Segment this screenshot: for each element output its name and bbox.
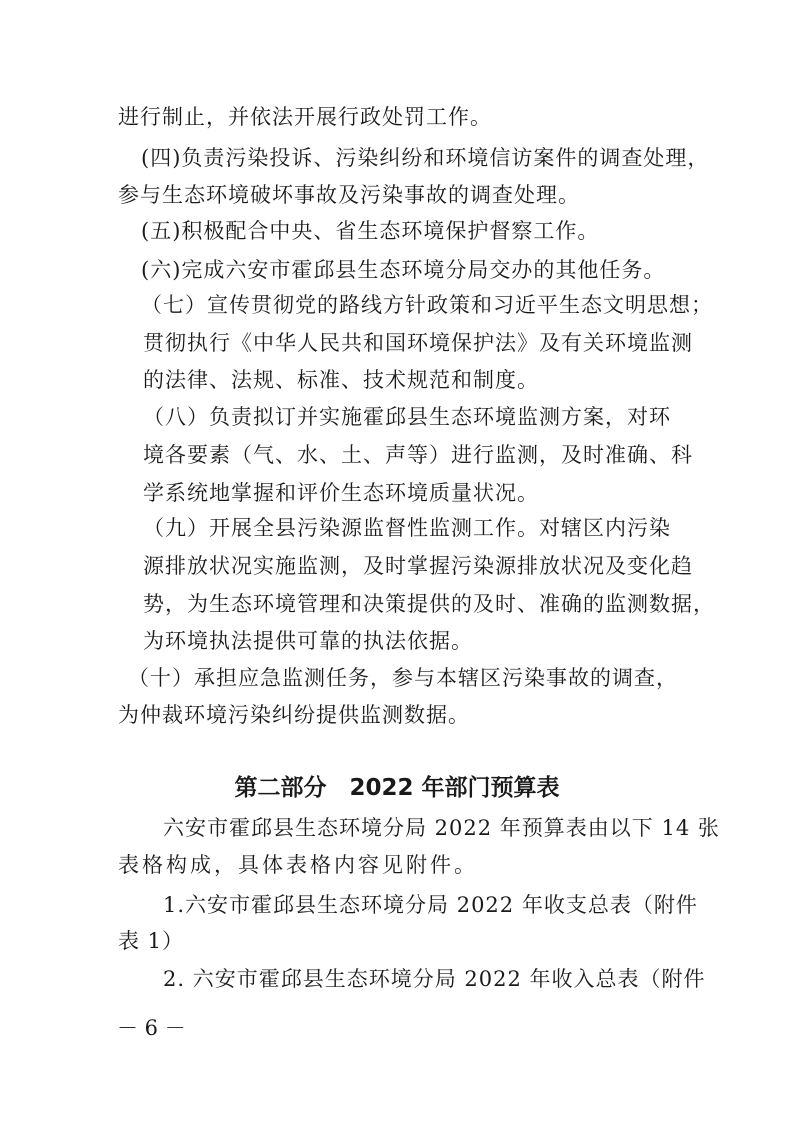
body-line: (六)完成六安市霍邱县生态环境分局交办的其他任务。	[141, 258, 666, 282]
body-line: （八）负责拟订并实施霍邱县生态环境监测方案，对环	[143, 405, 671, 429]
section-line: 表 1）	[118, 929, 185, 953]
body-line: (五)积极配合中央、省生态环境保护督察工作。	[141, 219, 600, 243]
body-line: 为仲裁环境污染纠纷提供监测数据。	[118, 703, 470, 727]
body-line: 进行制止，并依法开展行政处罚工作。	[118, 105, 492, 129]
body-line: 境各要素（气、水、土、声等）进行监测，及时准确、科	[143, 443, 693, 467]
body-line: 势，为生态环境管理和决策提供的及时、准确的监测数据，	[143, 592, 715, 616]
page-number: － 6 －	[117, 1016, 186, 1040]
body-line: 学系统地掌握和评价生态环境质量状况。	[143, 481, 539, 505]
section-heading: 第二部分 2022 年部门预算表	[234, 775, 560, 801]
body-line: 参与生态环境破坏事故及污染事故的调查处理。	[118, 183, 580, 207]
section-line: 表格构成，具体表格内容见附件。	[118, 853, 478, 877]
section-line: 六安市霍邱县生态环境分局 2022 年预算表由以下 14 张	[163, 816, 720, 840]
body-line: 源排放状况实施监测，及时掌握污染源排放状况及变化趋	[143, 554, 693, 578]
body-line: 为环境执法提供可靠的执法依据。	[143, 629, 473, 653]
body-line: （七）宣传贯彻党的路线方针政策和习近平生态文明思想；	[141, 293, 713, 317]
body-line: 的法律、法规、标准、技术规范和制度。	[143, 368, 539, 392]
body-line: （十）承担应急监测任务，参与本辖区污染事故的调查，	[128, 666, 678, 690]
body-line: 贯彻执行《中华人民共和国环境保护法》及有关环境监测	[143, 331, 693, 355]
section-line: 2. 六安市霍邱县生态环境分局 2022 年收入总表（附件	[163, 967, 706, 991]
section-line: 1.六安市霍邱县生态环境分局 2022 年收支总表（附件	[163, 893, 698, 917]
body-line: (四)负责污染投诉、污染纠纷和环境信访案件的调查处理，	[141, 146, 710, 170]
body-line: （九）开展全县污染源监督性监测工作。对辖区内污染	[143, 516, 671, 540]
